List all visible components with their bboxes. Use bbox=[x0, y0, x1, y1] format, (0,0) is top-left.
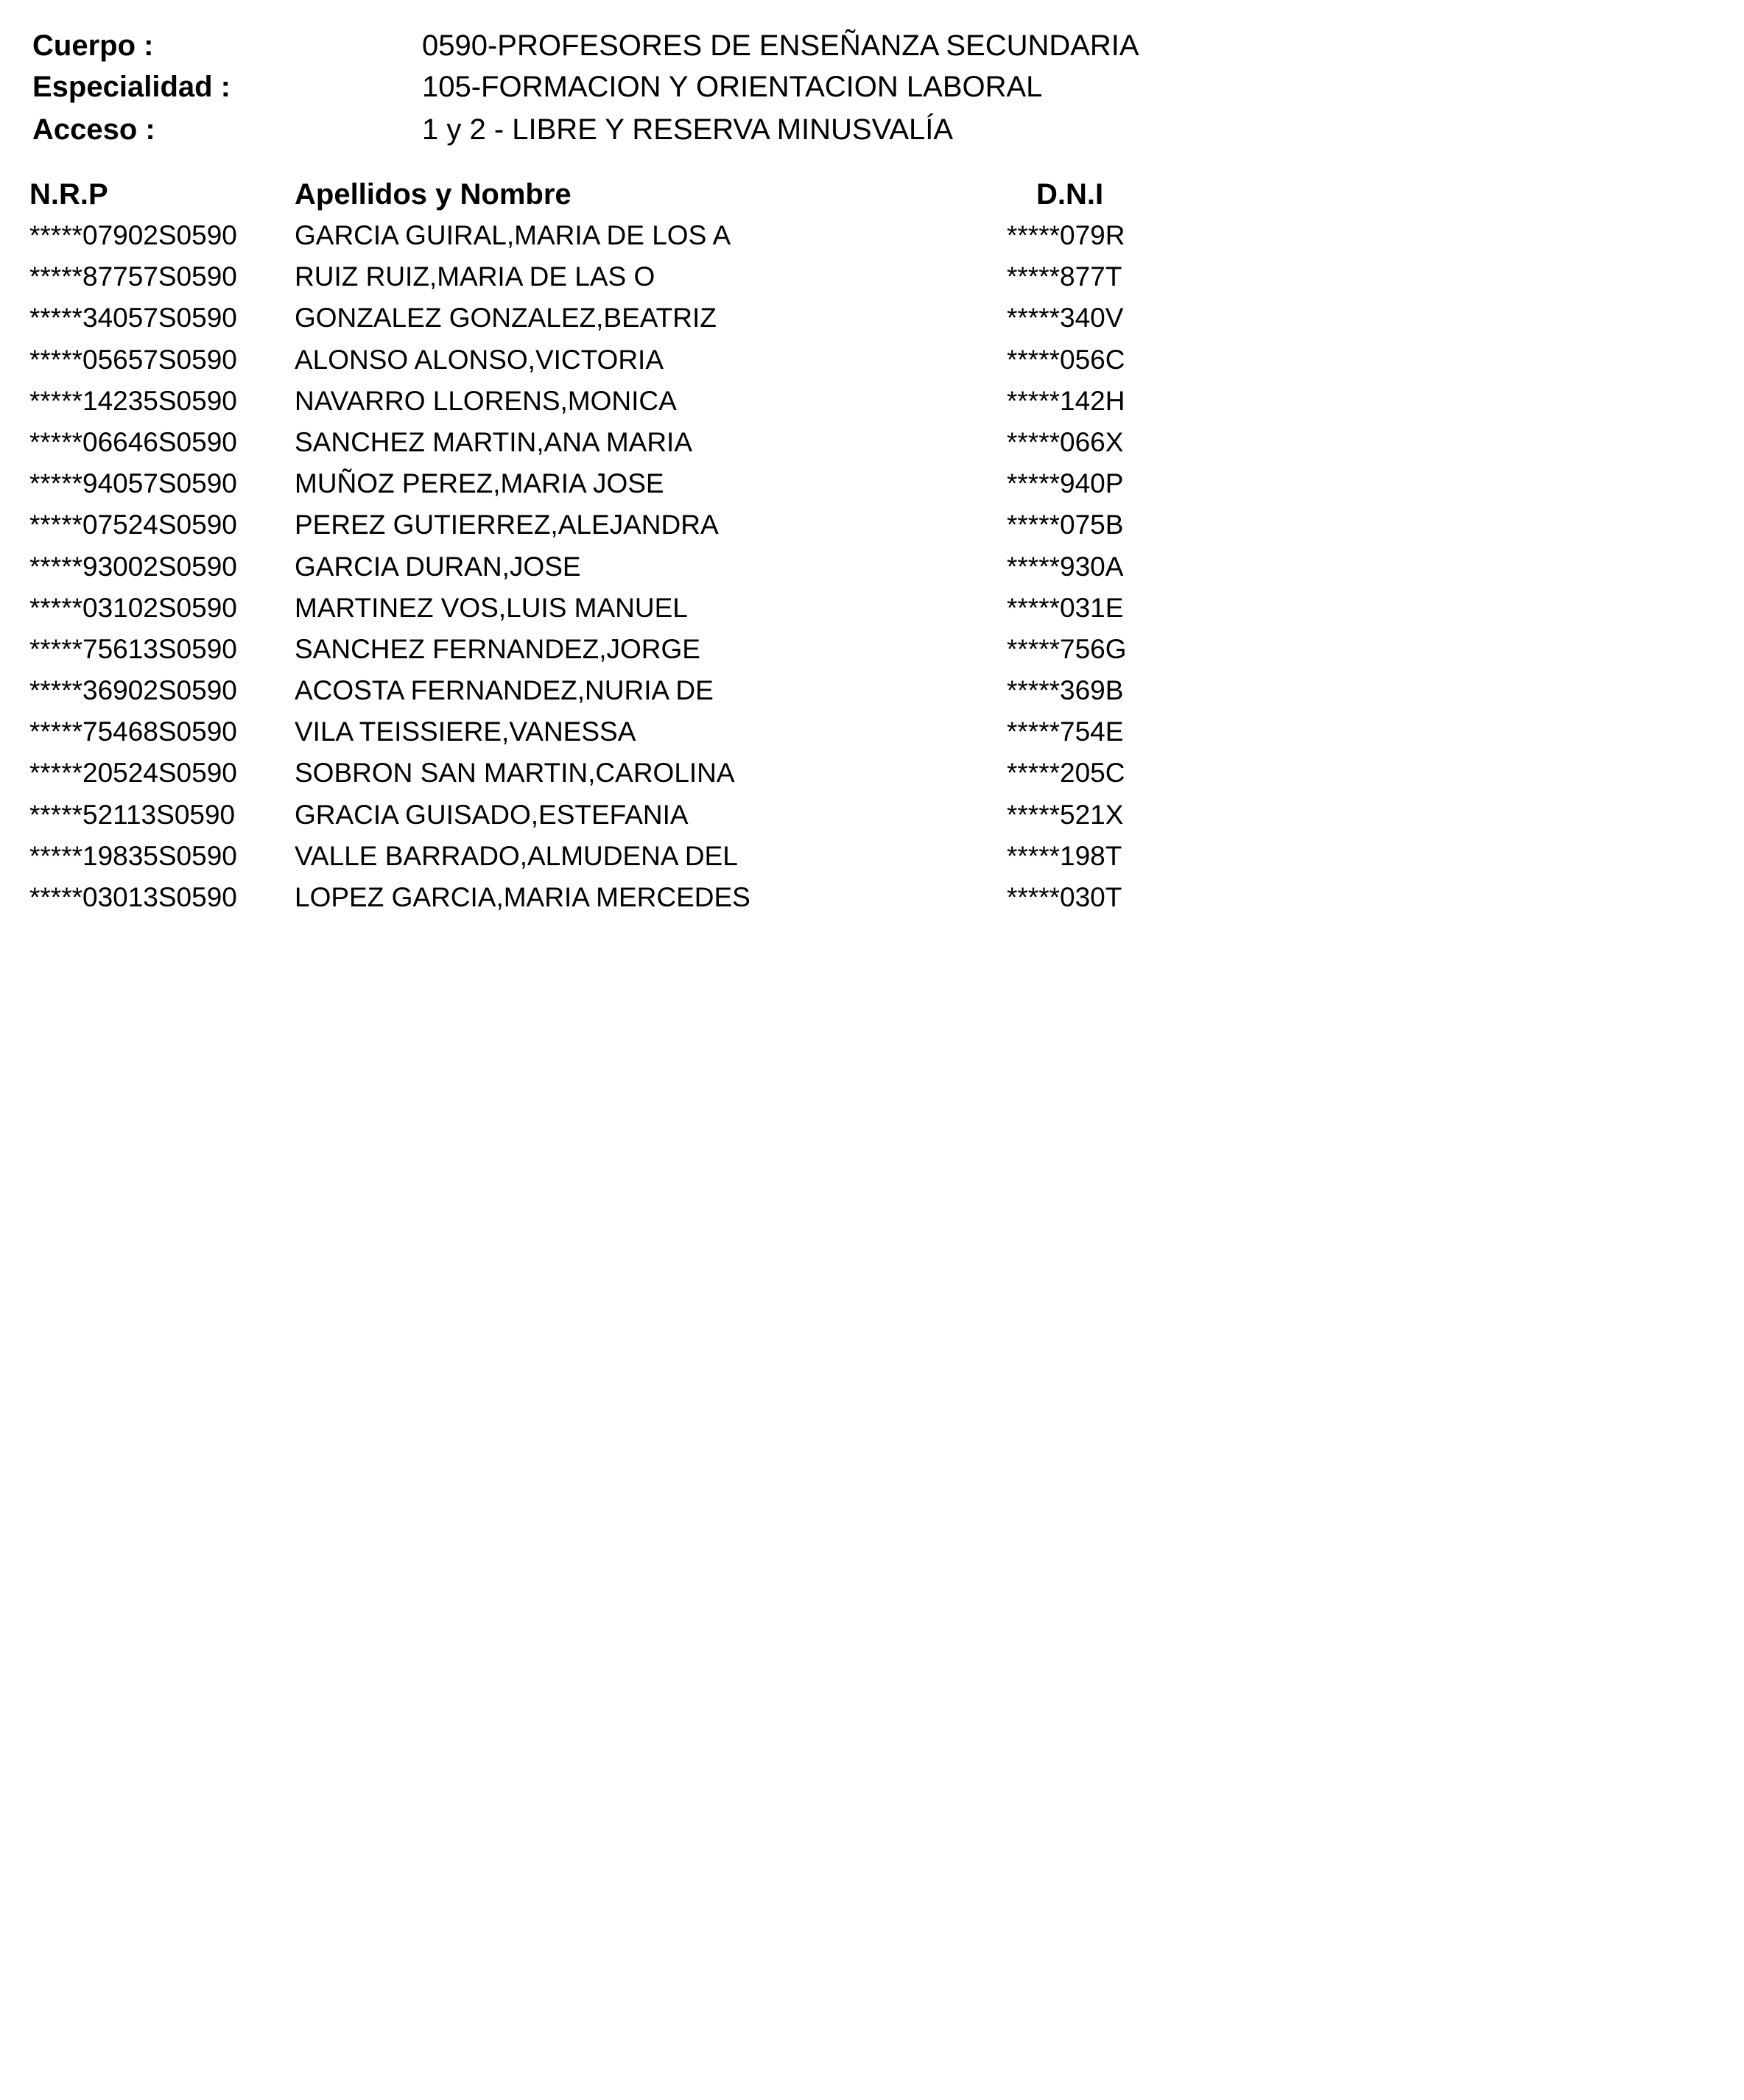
name-cell: VILA TEISSIERE,VANESSA bbox=[295, 716, 636, 747]
dni-cell: *****754E bbox=[1007, 716, 1124, 747]
nrp-cell: *****94057S0590 bbox=[29, 468, 237, 499]
name-cell: GARCIA GUIRAL,MARIA DE LOS A bbox=[295, 220, 731, 250]
name-cell: SANCHEZ FERNANDEZ,JORGE bbox=[295, 633, 700, 664]
nrp-cell: *****75468S0590 bbox=[29, 716, 237, 747]
name-cell: VALLE BARRADO,ALMUDENA DEL bbox=[295, 840, 738, 871]
nrp-cell: *****06646S0590 bbox=[29, 426, 237, 457]
nrp-cell: *****20524S0590 bbox=[29, 758, 237, 789]
dni-cell: *****521X bbox=[1007, 799, 1124, 830]
dni-cell: *****075B bbox=[1007, 510, 1124, 540]
dni-cell: *****066X bbox=[1007, 426, 1124, 457]
name-cell: RUIZ RUIZ,MARIA DE LAS O bbox=[295, 261, 655, 292]
name-cell: SOBRON SAN MARTIN,CAROLINA bbox=[295, 758, 735, 789]
column-header-dni: D.N.I bbox=[1036, 178, 1104, 211]
dni-cell: *****940P bbox=[1007, 468, 1124, 499]
cuerpo-label: Cuerpo : bbox=[32, 29, 154, 62]
nrp-cell: *****05657S0590 bbox=[29, 344, 237, 375]
nrp-cell: *****52113S0590 bbox=[29, 799, 236, 830]
dni-cell: *****340V bbox=[1007, 303, 1124, 334]
column-header-nrp: N.R.P bbox=[29, 178, 108, 211]
dni-cell: *****756G bbox=[1007, 633, 1127, 664]
column-header-name: Apellidos y Nombre bbox=[295, 178, 572, 211]
table-row bbox=[0, 711, 1178, 753]
acceso-value: 1 y 2 - LIBRE Y RESERVA MINUSVALÍA bbox=[422, 113, 954, 146]
dni-cell: *****079R bbox=[1007, 220, 1125, 250]
table-row bbox=[0, 670, 1178, 711]
acceso-label: Acceso : bbox=[32, 113, 155, 146]
nrp-cell: *****36902S0590 bbox=[29, 675, 237, 706]
dni-cell: *****030T bbox=[1007, 882, 1122, 912]
table-row bbox=[0, 877, 1178, 918]
especialidad-label: Especialidad : bbox=[32, 71, 231, 103]
dni-cell: *****056C bbox=[1007, 344, 1125, 375]
nrp-cell: *****07902S0590 bbox=[29, 220, 237, 250]
name-cell: SANCHEZ MARTIN,ANA MARIA bbox=[295, 426, 693, 457]
name-cell: MUÑOZ PEREZ,MARIA JOSE bbox=[295, 468, 664, 499]
table-row bbox=[0, 546, 1178, 588]
table-row bbox=[0, 463, 1178, 504]
table-row bbox=[0, 422, 1178, 463]
cuerpo-value: 0590-PROFESORES DE ENSEÑANZA SECUNDARIA bbox=[422, 29, 1139, 62]
table-row bbox=[0, 753, 1178, 794]
nrp-cell: *****75613S0590 bbox=[29, 633, 237, 664]
table-row bbox=[0, 339, 1178, 381]
dni-cell: *****877T bbox=[1007, 261, 1122, 292]
name-cell: NAVARRO LLORENS,MONICA bbox=[295, 385, 677, 416]
table-row bbox=[0, 297, 1178, 339]
dni-cell: *****198T bbox=[1007, 840, 1122, 871]
table-body bbox=[0, 215, 1178, 918]
nrp-cell: *****19835S0590 bbox=[29, 840, 237, 871]
table-row bbox=[0, 588, 1178, 629]
nrp-cell: *****03013S0590 bbox=[29, 882, 237, 912]
table-row bbox=[0, 381, 1178, 422]
table-row bbox=[0, 629, 1178, 670]
nrp-cell: *****07524S0590 bbox=[29, 510, 237, 540]
nrp-cell: *****34057S0590 bbox=[29, 303, 237, 334]
name-cell: LOPEZ GARCIA,MARIA MERCEDES bbox=[295, 882, 750, 912]
name-cell: GONZALEZ GONZALEZ,BEATRIZ bbox=[295, 303, 717, 334]
dni-cell: *****205C bbox=[1007, 758, 1125, 789]
table-row bbox=[0, 836, 1178, 877]
dni-cell: *****031E bbox=[1007, 592, 1124, 623]
table-row bbox=[0, 794, 1178, 836]
nrp-cell: *****87757S0590 bbox=[29, 261, 237, 292]
nrp-cell: *****03102S0590 bbox=[29, 592, 237, 623]
name-cell: PEREZ GUTIERREZ,ALEJANDRA bbox=[295, 510, 719, 540]
nrp-cell: *****14235S0590 bbox=[29, 385, 237, 416]
name-cell: MARTINEZ VOS,LUIS MANUEL bbox=[295, 592, 688, 623]
table-row bbox=[0, 504, 1178, 546]
table-row bbox=[0, 256, 1178, 297]
dni-cell: *****369B bbox=[1007, 675, 1124, 706]
name-cell: ACOSTA FERNANDEZ,NURIA DE bbox=[295, 675, 714, 706]
table-row bbox=[0, 215, 1178, 256]
name-cell: GRACIA GUISADO,ESTEFANIA bbox=[295, 799, 689, 830]
especialidad-value: 105-FORMACION Y ORIENTACION LABORAL bbox=[422, 71, 1043, 103]
name-cell: GARCIA DURAN,JOSE bbox=[295, 551, 581, 582]
nrp-cell: *****93002S0590 bbox=[29, 551, 237, 582]
dni-cell: *****930A bbox=[1007, 551, 1124, 582]
name-cell: ALONSO ALONSO,VICTORIA bbox=[295, 344, 664, 375]
dni-cell: *****142H bbox=[1007, 385, 1125, 416]
